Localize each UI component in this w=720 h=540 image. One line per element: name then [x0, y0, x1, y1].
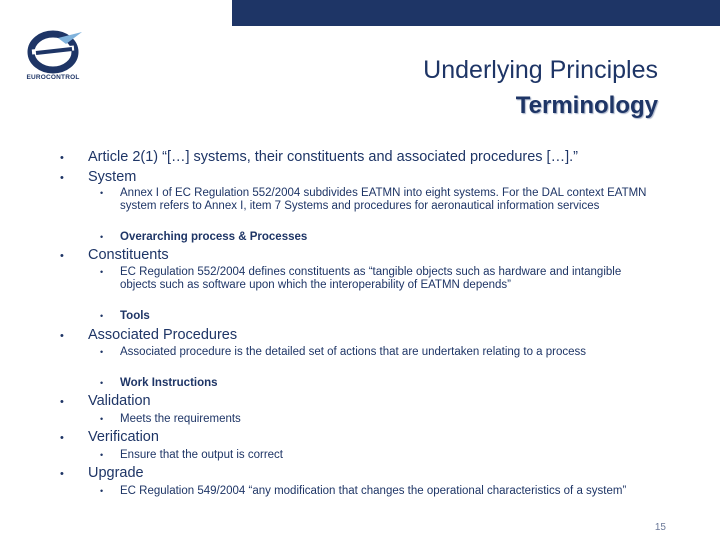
page-subtitle: Terminology	[515, 92, 658, 119]
list-item: Validation	[88, 393, 151, 409]
sub-list-item: Overarching process & Processes	[120, 231, 308, 243]
sub-bullet-icon: •	[100, 188, 104, 198]
list-item: Associated Procedures	[88, 327, 238, 343]
bullet-icon: •	[60, 468, 64, 480]
page-number: 15	[654, 522, 666, 533]
sub-list-item: Tools	[120, 310, 150, 322]
bullet-icon: •	[60, 172, 64, 184]
sub-bullet-icon: •	[100, 378, 104, 388]
sub-list-item: Annex I of EC Regulation 552/2004 subdivides EATMN into eight systems. For the DAL context EATMN system refers to Annex I, item 7 Systems and procedures for aeronautical information services	[120, 187, 647, 212]
page-title: Underlying Principles	[423, 56, 658, 84]
list-item: Constituents	[88, 247, 169, 263]
sub-bullet-icon: •	[100, 486, 104, 496]
sub-list-item: EC Regulation 552/2004 defines constituents as “tangible objects such as hardware and intangible objects such as software upon which the interoperability of EATMN depends”	[120, 266, 622, 291]
bullet-icon: •	[60, 432, 64, 444]
bullet-icon: •	[60, 250, 64, 262]
bullet-icon: •	[60, 396, 64, 408]
list-item: Verification	[88, 429, 159, 445]
sub-bullet-icon: •	[100, 232, 104, 242]
list-item: System	[88, 169, 137, 185]
sub-bullet-icon: •	[100, 450, 104, 460]
sub-bullet-icon: •	[100, 267, 104, 277]
sub-list-item: Ensure that the output is correct	[120, 449, 284, 461]
sub-list-item: Associated procedure is the detailed set of actions that are undertaken relating to a process	[120, 346, 587, 358]
list-item: Article 2(1) “[…] systems, their constituents and associated procedures […].”	[88, 149, 578, 165]
list-item: Upgrade	[88, 465, 144, 481]
bullet-icon: •	[60, 330, 64, 342]
sub-bullet-icon: •	[100, 347, 104, 357]
logo-text: EUROCONTROL	[26, 74, 80, 81]
sub-bullet-icon: •	[100, 311, 104, 321]
sub-bullet-icon: •	[100, 414, 104, 424]
bullet-icon: •	[60, 152, 64, 164]
sub-list-item: Meets the requirements	[120, 413, 241, 425]
sub-list-item: EC Regulation 549/2004 “any modification that changes the operational characteristics of a system”	[120, 485, 627, 497]
sub-list-item: Work Instructions	[120, 377, 218, 389]
